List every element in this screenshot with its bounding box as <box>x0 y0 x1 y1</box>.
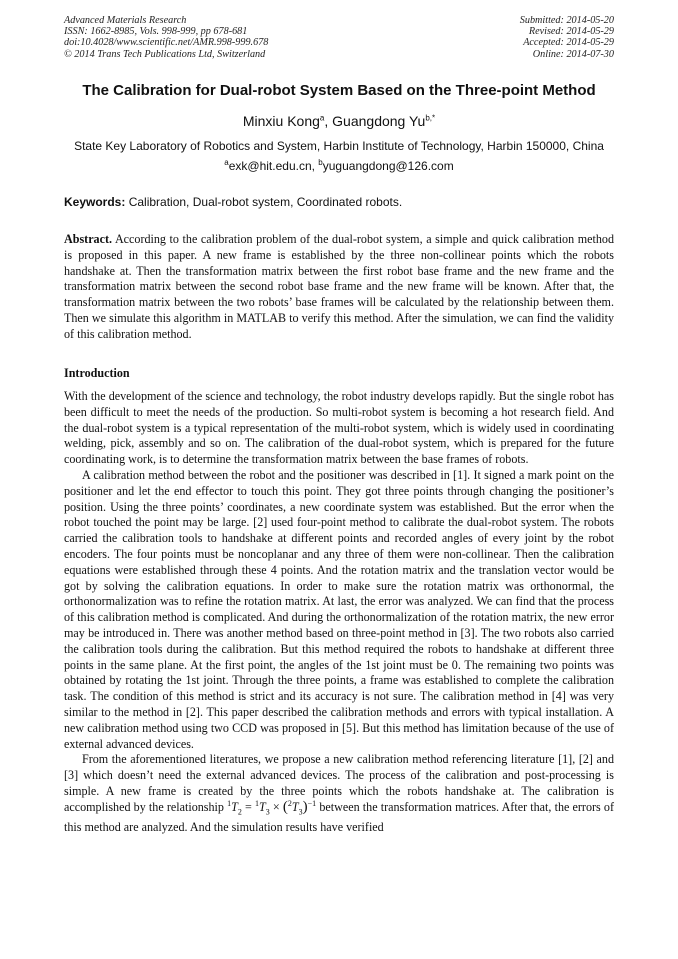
submitted-date: Submitted: 2014-05-20 <box>519 15 614 26</box>
keywords-label: Keywords: <box>64 195 126 209</box>
revised-date: Revised: 2014-05-29 <box>528 26 614 38</box>
journal-info-header <box>64 15 268 60</box>
email-mark: a <box>224 158 229 167</box>
paragraph <box>64 752 614 835</box>
abstract-text: According to the calibration problem of the dual-robot system, a simple and quick calibration method is proposed in this paper. A new frame is established by the three non-collinear points which the robots handshake at. Then the transformation matrix between the first robot base frame and the new frame and the transformation matrix between the second robot base frame and the new frame will be known. After that, the transformation matrix between the two robots’ base frames will be calculated by the relationship between them. Then we simulate this algorithm in MATLAB to verify this method. After the simulation, we can find the validity of this calibration method. <box>64 232 614 341</box>
author-emails <box>40 159 638 173</box>
calibration-formula: $^1T_2 = ^1T_3 \times (^2T_3)^{-1}$ <box>227 798 317 817</box>
abstract <box>64 232 614 343</box>
journal-name: Advanced Materials Research <box>64 15 187 26</box>
paragraph: A calibration method between the robot and the positioner was described in [1]. It signed a mark point on the positioner and let the end effector to touch this point. They got three points through changing the positioner’s position. Using the three points’ coordinates, a new coordinate system was established. But the error when the robot touched the point may be large. [2] used four-point method to calibrate the dual-robot system. The robots carried the calibration tools to handshake at different points and recorded angles of every joint by the robot encoders. The four points must be noncoplanar and any three of them were non-collinear. Then the calibration equations were established through these 4 points. And the rotation matrix and the translation vector would be got by solving the calibration equations. In order to make sure the rotation matrix was orthonormal, the orthonormalization was to refine the rotation matrix. At last, the error was analyzed. We can find that the process of this calibration method is complicated. And during the orthonormalization of the rotation matrix, the new error may be introduced in. There was another method based on three-point method in [3]. The two robots also carried the calibration tools during the calibration. But this method required the robots to handshake at different three points in the same plane. At the first point, the angles of the 1st joint must be 0. The remaining two points was obtained by rotating the 1st joint. Through the three points, a frame was established to complete the calibration task. The condition of this method is strict and its accuracy is not sure. The calibration method in [4] was very similar to the method in [2]. This paper described the calibration methods and errors with typical installation. A new calibration method using two CCD was proposed in [5]. But this method has limitation because of the use of external advanced devices. <box>64 467 614 751</box>
abstract-label: Abstract. <box>64 232 113 246</box>
dates-header <box>520 15 614 60</box>
email-mark: b <box>318 158 323 167</box>
keywords <box>64 195 624 209</box>
paragraph-text: between the transformation matrices. After that, the errors of this method are analyzed. And the simulation results have verified <box>64 799 614 834</box>
author-affil-mark: a <box>319 113 325 123</box>
issn-line: ISSN: 1662-8985, Vols. 998-999, pp 678-681 <box>64 26 248 38</box>
accepted-date: Accepted: 2014-05-29 <box>523 37 614 49</box>
introduction-body <box>64 389 614 836</box>
author-separator: , <box>324 113 333 129</box>
email-address: yuguangdong@126.com <box>322 159 454 173</box>
author-name: Minxiu Kong <box>242 113 320 129</box>
author-affil-mark: b,* <box>425 113 436 123</box>
paragraph: With the development of the science and technology, the robot industry develops rapidly. But the single robot has been difficult to meet the needs of the production. So multi-robot system is becoming a hot research field. And the dual-robot system is a typical representation of the multi-robot system, which is widely used in coordinating welding, pick, assembly and so on. The calibration of the dual-robot system, which is prepared for the future coordinating work, is to determine the transformation matrix between the base frames of robots. <box>64 389 614 467</box>
email-address: exk@hit.edu.cn, <box>228 159 319 173</box>
section-heading: Introduction <box>64 366 130 380</box>
doi-line: doi:10.4028/www.scientific.net/AMR.998-999.678 <box>64 37 269 49</box>
online-date: Online: 2014-07-30 <box>532 48 614 60</box>
keywords-text: Calibration, Dual-robot system, Coordinated robots. <box>125 195 403 209</box>
author-name: Guangdong Yu <box>332 113 426 129</box>
copyright-line: © 2014 Trans Tech Publications Ltd, Switzerland <box>64 48 266 60</box>
paper-title: The Calibration for Dual-robot System Based on the Three-point Method <box>82 82 596 99</box>
author-list <box>40 113 638 129</box>
paragraph-text: From the aforementioned literatures, we propose a new calibration method referencing literature [1], [2] and [3] which doesn’t need the external advanced devices. The process of the calibration and post-processing is simple. A new frame is created by the three points which the robots handshake at. The calibration is accomplished by the relationship <box>64 752 614 814</box>
affiliation: State Key Laboratory of Robotics and System, Harbin Institute of Technology, Harbin 150000, China <box>74 139 604 153</box>
